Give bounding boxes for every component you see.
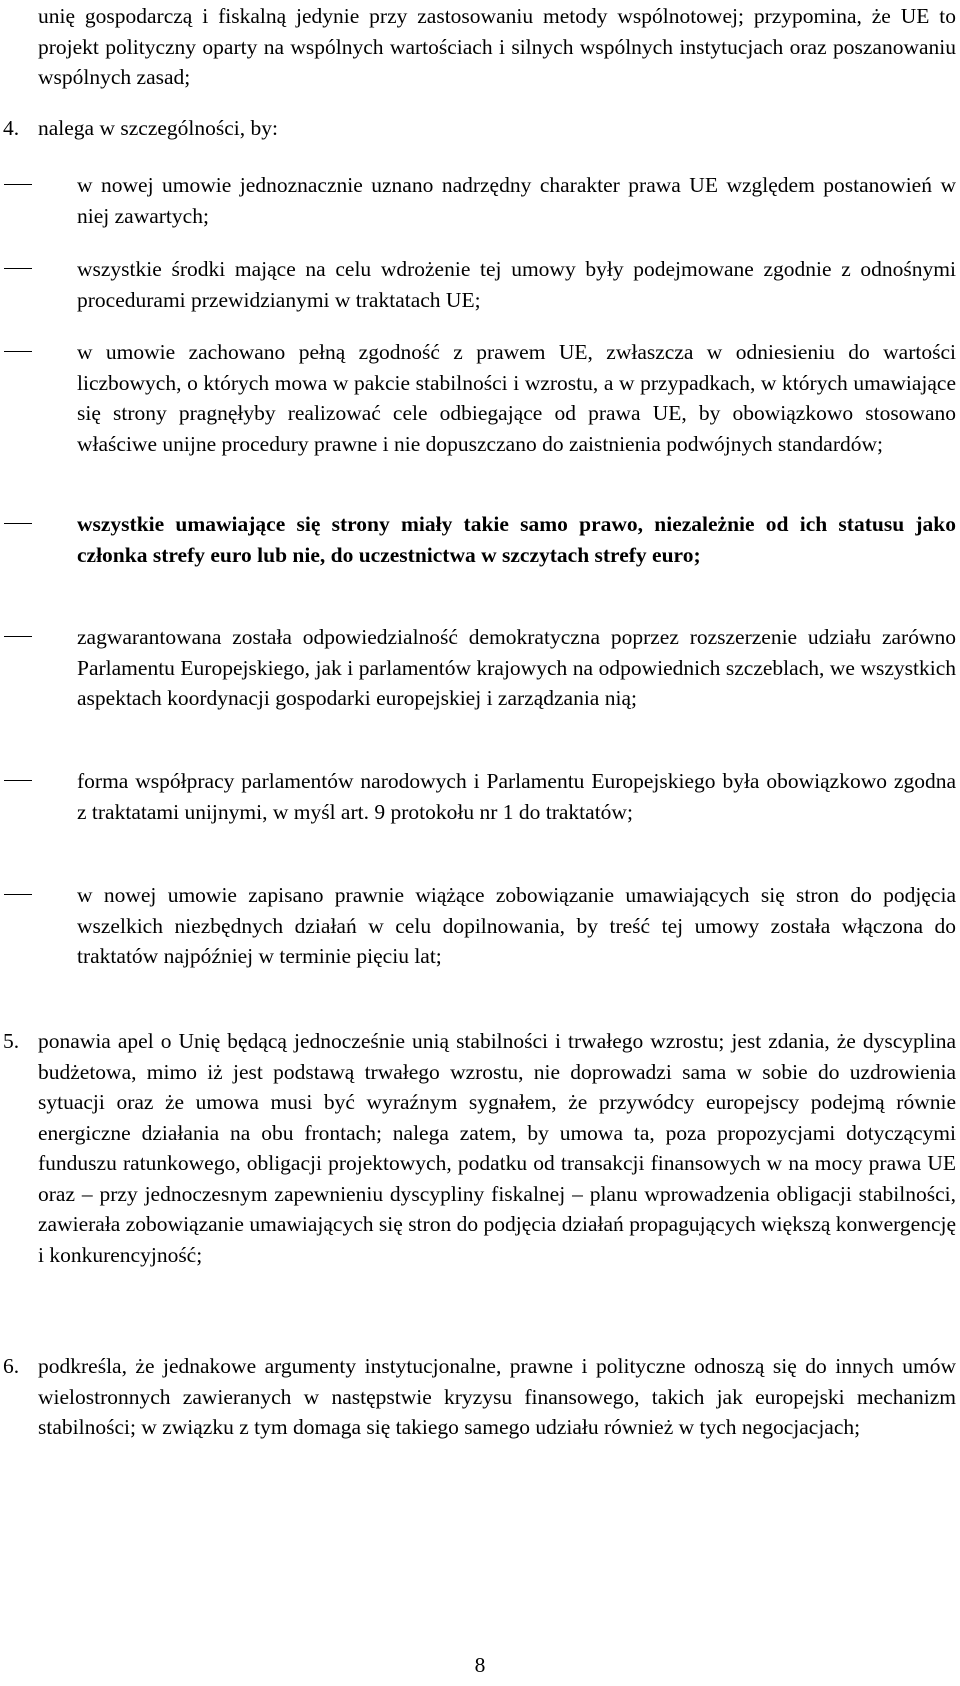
dash-bullet: [4, 636, 32, 637]
point-4-number: 4.: [3, 116, 20, 140]
dash-1-text: w nowej umowie jednoznacznie uznano nadrzędny charakter prawa UE względem postanowień w niej zawartych;: [77, 173, 956, 228]
dash-7-text: w nowej umowie zapisano prawnie wiążące zobowiązanie umawiających się stron do podjęcia wszelkich niezbędnych działań w celu dopilnowania, by treść tej umowy została włączona do traktatów najpóźniej w terminie pięciu lat;: [77, 883, 956, 968]
point-4-dash-5: [0, 622, 956, 714]
point-6-number: 6.: [3, 1354, 20, 1378]
point-4-dash-2: [0, 254, 956, 315]
point-4: [0, 113, 956, 144]
point-6: [0, 1351, 956, 1443]
point-5-text: ponawia apel o Unię będącą jednocześnie unią stabilności i trwałego wzrostu; jest zdania, że dyscyplina budżetowa, mimo iż jest podstawą trwałego wzrostu, nie doprowadzi sama w sobie do uzdrowienia sytuacji oraz że umowa musi być wyraźnym sygnałem, że przywódcy europejscy podejmą równie energiczne działania na obu frontach; nalega zatem, by umowa ta, poza propozycjami dotyczącymi funduszu ratunkowego, obligacji projektowych, podatku od transakcji finansowych w na mocy prawa UE oraz – przy jednoczesnym zapewnieniu dyscypliny fiskalnej – planu wprowadzenia obligacji stabilności, zawierała zobowiązanie umawiających się stron do podjęcia działań propagujących większą konwergencję i konkurencyjność;: [38, 1029, 956, 1267]
intro-paragraph: [38, 1, 956, 93]
point-4-dash-3: [0, 337, 956, 459]
point-6-text: podkreśla, że jednakowe argumenty instytucjonalne, prawne i polityczne odnoszą się do innych umów wielostronnych zawieranych w następstwie kryzysu finansowego, takich jak europejski mechanizm stabilności; w związku z tym domaga się takiego samego udziału również w tych negocjacjach;: [38, 1354, 956, 1439]
point-5: [0, 1026, 956, 1270]
page-number: 8: [474, 1653, 486, 1677]
point-4-dash-7: [0, 880, 956, 972]
dash-4-text: wszystkie umawiające się strony miały takie samo prawo, niezależnie od ich statusu jako członka strefy euro lub nie, do uczestnictwa w szczytach strefy euro;: [77, 512, 956, 567]
dash-bullet: [4, 894, 32, 895]
dash-bullet: [4, 184, 32, 185]
dash-3-text: w umowie zachowano pełną zgodność z prawem UE, zwłaszcza w odniesieniu do wartości liczbowych, o których mowa w pakcie stabilności i wzrostu, a w przypadkach, w których umawiające się strony pragnęłyby realizować cele odbiegające od prawa UE, by obowiązkowo stosowano właściwe unijne procedury prawne i nie dopuszczano do zaistnienia podwójnych standardów;: [77, 340, 956, 456]
point-4-dash-4: [0, 509, 956, 570]
point-4-dash-6: [0, 766, 956, 827]
point-5-number: 5.: [3, 1029, 20, 1053]
dash-bullet: [4, 268, 32, 269]
dash-6-text: forma współpracy parlamentów narodowych i Parlamentu Europejskiego była obowiązkowo zgodna z traktatami unijnymi, w myśl art. 9 protokołu nr 1 do traktatów;: [77, 769, 956, 824]
dash-bullet: [4, 351, 32, 352]
dash-2-text: wszystkie środki mające na celu wdrożenie tej umowy były podejmowane zgodnie z odnośnymi procedurami przewidzianymi w traktatach UE;: [77, 257, 956, 312]
intro-text: unię gospodarczą i fiskalną jedynie przy zastosowaniu metody wspólnotowej; przypomina, że UE to projekt polityczny oparty na wspólnych wartościach i silnych wspólnych instytucjach oraz poszanowaniu wspólnych zasad;: [38, 4, 956, 89]
dash-bullet: [4, 523, 32, 524]
dash-5-text: zagwarantowana została odpowiedzialność demokratyczna poprzez rozszerzenie udziału zarówno Parlamentu Europejskiego, jak i parlamentów krajowych na odpowiednich szczeblach, we wszystkich aspektach koordynacji gospodarki europejskiej i zarządzania nią;: [77, 625, 956, 710]
dash-bullet: [4, 780, 32, 781]
point-4-text: nalega w szczególności, by:: [38, 116, 278, 140]
point-4-dash-1: [0, 170, 956, 231]
